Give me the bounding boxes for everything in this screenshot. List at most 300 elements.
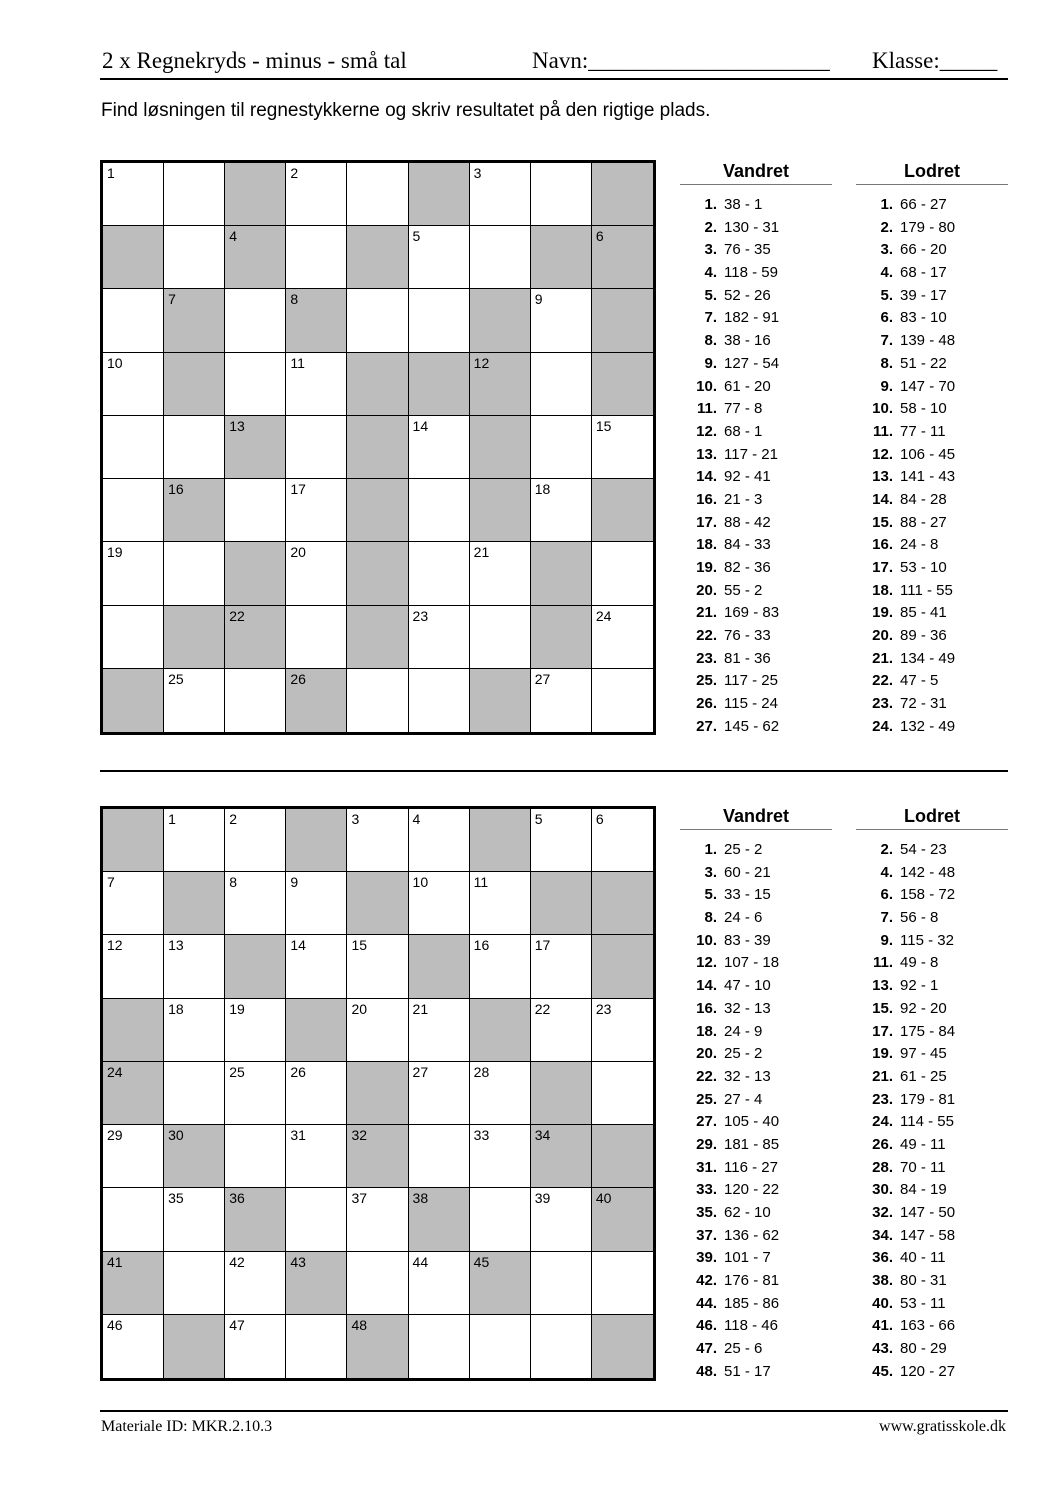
across-clue <box>680 1247 832 1270</box>
section-divider <box>100 770 1008 772</box>
answer-cell[interactable] <box>531 1315 592 1378</box>
down-clue <box>856 466 1008 489</box>
clue-expression: 24 - 6 <box>724 909 763 927</box>
answer-cell[interactable] <box>286 416 347 479</box>
clue-expression: 179 - 81 <box>900 1090 956 1108</box>
blocked-cell <box>225 1188 286 1251</box>
blocked-cell <box>286 809 347 872</box>
down-clue <box>856 1157 1008 1180</box>
cell-number: 3 <box>473 165 482 181</box>
across-clue <box>680 998 832 1021</box>
clue-number: 13. <box>872 977 893 995</box>
clue-expression: 38 - 1 <box>724 196 763 213</box>
answer-cell[interactable] <box>409 1315 470 1378</box>
answer-cell[interactable] <box>470 606 531 669</box>
clue-number: 38. <box>872 1272 893 1290</box>
clue-number: 42. <box>696 1272 717 1290</box>
cell-number: 23 <box>595 1000 612 1017</box>
across-clue <box>680 421 832 444</box>
down-clue <box>856 1179 1008 1202</box>
clue-number: 19. <box>696 559 717 576</box>
answer-cell[interactable] <box>531 479 592 542</box>
answer-cell[interactable] <box>103 542 164 605</box>
clue-expression: 120 - 27 <box>900 1362 956 1380</box>
cell-number: 32 <box>351 1127 368 1144</box>
blocked-cell <box>164 606 225 669</box>
across-clue <box>680 1111 832 1134</box>
across-clue <box>680 1225 832 1248</box>
answer-cell[interactable] <box>592 1062 653 1125</box>
clue-expression: 89 - 36 <box>900 627 947 645</box>
cell-number: 2 <box>229 811 238 827</box>
answer-cell[interactable] <box>347 1252 408 1315</box>
across-clue <box>680 1315 832 1338</box>
clue-expression: 106 - 45 <box>900 445 956 463</box>
answer-cell[interactable] <box>409 289 470 352</box>
clue-expression: 111 - 55 <box>900 581 953 599</box>
down-clue <box>856 952 1008 975</box>
clue-expression: 139 - 48 <box>900 332 956 350</box>
blocked-cell <box>531 872 592 935</box>
blocked-cell <box>470 353 531 416</box>
blocked-cell <box>592 1188 653 1251</box>
across-clue <box>680 1270 832 1293</box>
answer-cell[interactable] <box>286 1062 347 1125</box>
answer-cell[interactable] <box>470 1125 531 1188</box>
answer-cell[interactable] <box>470 1062 531 1125</box>
cell-number: 15 <box>351 937 368 954</box>
across-clue <box>680 580 832 603</box>
clue-expression: 179 - 80 <box>900 218 956 236</box>
answer-cell[interactable] <box>225 289 286 352</box>
answer-cell[interactable] <box>347 1188 408 1251</box>
answer-cell[interactable] <box>531 1252 592 1315</box>
cell-number: 1 <box>107 165 115 181</box>
website-link[interactable]: www.gratisskole.dk <box>879 1418 1006 1435</box>
answer-cell[interactable] <box>531 1188 592 1251</box>
answer-cell[interactable] <box>470 163 531 226</box>
class-field[interactable]: Klasse:_____ <box>872 48 998 73</box>
down-clue <box>856 580 1008 603</box>
answer-cell[interactable] <box>592 1252 653 1315</box>
answer-cell[interactable] <box>347 935 408 998</box>
blocked-cell <box>347 872 408 935</box>
across-clue <box>680 648 832 671</box>
clue-expression: 77 - 11 <box>900 422 946 440</box>
answer-cell[interactable] <box>103 1315 164 1378</box>
answer-cell[interactable] <box>409 669 470 732</box>
answer-cell[interactable] <box>103 606 164 669</box>
cell-number: 7 <box>168 291 176 308</box>
across-clue <box>680 862 832 885</box>
down-clues-1 <box>856 160 1008 739</box>
down-clue <box>856 1021 1008 1044</box>
across-clue <box>680 1179 832 1202</box>
answer-cell[interactable] <box>409 999 470 1062</box>
answer-cell[interactable] <box>409 226 470 289</box>
answer-cell[interactable] <box>531 809 592 872</box>
down-clue <box>856 512 1008 535</box>
clue-number: 31. <box>696 1158 717 1176</box>
cell-number: 4 <box>412 811 421 827</box>
answer-cell[interactable] <box>409 479 470 542</box>
answer-cell[interactable] <box>592 809 653 872</box>
cell-number: 11 <box>473 874 489 891</box>
answer-cell[interactable] <box>470 1315 531 1378</box>
blocked-cell <box>531 606 592 669</box>
clue-expression: 76 - 33 <box>724 627 771 645</box>
down-clue <box>856 1043 1008 1066</box>
answer-cell[interactable] <box>164 163 225 226</box>
answer-cell[interactable] <box>103 1188 164 1251</box>
cell-number: 17 <box>290 481 306 498</box>
cell-number: 29 <box>107 1127 123 1144</box>
blocked-cell <box>347 226 408 289</box>
clue-expression: 61 - 25 <box>900 1067 947 1085</box>
down-clue <box>856 194 1008 217</box>
down-clue <box>856 1293 1008 1316</box>
clue-number: 12. <box>872 445 893 463</box>
answer-cell[interactable] <box>164 1062 225 1125</box>
down-clue <box>856 217 1008 240</box>
answer-cell[interactable] <box>286 935 347 998</box>
cell-number: 16 <box>473 937 490 954</box>
blocked-cell <box>470 669 531 732</box>
blocked-cell <box>592 353 653 416</box>
blocked-cell <box>470 1252 531 1315</box>
answer-cell[interactable] <box>103 353 164 416</box>
clue-expression: 47 - 10 <box>724 977 771 995</box>
clue-number: 4. <box>880 264 893 282</box>
across-clues-1 <box>680 160 832 739</box>
clue-number: 6. <box>880 886 893 904</box>
answer-cell[interactable] <box>592 999 653 1062</box>
across-clue <box>680 1043 832 1066</box>
clue-expression: 60 - 21 <box>724 863 771 881</box>
clue-number: 24. <box>872 717 893 735</box>
clue-expression: 77 - 8 <box>724 400 763 418</box>
answer-cell[interactable] <box>286 479 347 542</box>
answer-cell[interactable] <box>286 226 347 289</box>
clue-expression: 105 - 40 <box>724 1113 780 1131</box>
clue-number: 9. <box>880 377 893 395</box>
blocked-cell <box>164 353 225 416</box>
answer-cell[interactable] <box>225 1062 286 1125</box>
clue-number: 11. <box>872 954 893 972</box>
answer-cell[interactable] <box>225 809 286 872</box>
blocked-cell <box>225 163 286 226</box>
answer-cell[interactable] <box>531 416 592 479</box>
answer-cell[interactable] <box>531 669 592 732</box>
blocked-cell <box>531 1062 592 1125</box>
blocked-cell <box>103 809 164 872</box>
across-clue <box>680 1134 832 1157</box>
cell-number: 30 <box>168 1127 184 1144</box>
answer-cell[interactable] <box>225 1125 286 1188</box>
clue-number: 46. <box>696 1317 717 1335</box>
cell-number: 20 <box>290 544 306 561</box>
answer-cell[interactable] <box>347 809 408 872</box>
cell-number: 20 <box>351 1000 368 1017</box>
clue-number: 18. <box>696 1022 717 1040</box>
blocked-cell <box>531 1125 592 1188</box>
clue-number: 4. <box>704 264 717 282</box>
across-clue <box>680 1338 832 1361</box>
cell-number: 44 <box>412 1253 429 1270</box>
answer-cell[interactable] <box>531 163 592 226</box>
across-clue <box>680 330 832 353</box>
clue-expression: 85 - 41 <box>900 604 947 622</box>
clue-expression: 141 - 43 <box>900 468 956 486</box>
clue-expression: 54 - 23 <box>900 841 947 858</box>
answer-cell[interactable] <box>470 226 531 289</box>
answer-cell[interactable] <box>470 1188 531 1251</box>
blocked-cell <box>531 226 592 289</box>
cell-number: 9 <box>290 874 299 891</box>
across-clue <box>680 376 832 399</box>
answer-cell[interactable] <box>286 163 347 226</box>
cell-number: 19 <box>229 1000 245 1017</box>
clue-expression: 39 - 17 <box>900 286 947 304</box>
clue-expression: 68 - 17 <box>900 264 947 282</box>
clue-number: 9. <box>704 354 717 372</box>
answer-cell[interactable] <box>103 935 164 998</box>
clue-number: 22. <box>696 627 717 645</box>
clue-expression: 101 - 7 <box>724 1249 771 1267</box>
answer-cell[interactable] <box>286 872 347 935</box>
blocked-cell <box>531 542 592 605</box>
clue-expression: 127 - 54 <box>724 354 780 372</box>
blocked-cell <box>409 935 470 998</box>
cell-number: 2 <box>290 165 299 181</box>
clue-number: 2. <box>880 841 893 858</box>
down-list <box>856 839 1008 1384</box>
cell-number: 18 <box>534 481 551 498</box>
answer-cell[interactable] <box>225 479 286 542</box>
across-clue <box>680 625 832 648</box>
clue-expression: 84 - 28 <box>900 490 947 508</box>
clue-number: 12. <box>696 954 717 972</box>
across-clues-2 <box>680 805 832 1384</box>
answer-cell[interactable] <box>470 935 531 998</box>
blocked-cell <box>592 226 653 289</box>
answer-cell[interactable] <box>225 1315 286 1378</box>
clue-number: 20. <box>696 581 717 599</box>
clue-number: 7. <box>880 332 893 350</box>
blocked-cell <box>103 669 164 732</box>
across-clue <box>680 262 832 285</box>
answer-cell[interactable] <box>103 1125 164 1188</box>
answer-cell[interactable] <box>286 1315 347 1378</box>
across-clue <box>680 952 832 975</box>
blocked-cell <box>164 872 225 935</box>
clue-expression: 76 - 35 <box>724 241 771 259</box>
clue-expression: 32 - 13 <box>724 999 771 1017</box>
down-clue <box>856 716 1008 739</box>
cell-number: 11 <box>290 354 305 371</box>
answer-cell[interactable] <box>409 1062 470 1125</box>
answer-cell[interactable] <box>164 542 225 605</box>
across-clue <box>680 489 832 512</box>
cell-number: 10 <box>412 874 429 891</box>
blocked-cell <box>103 999 164 1062</box>
answer-cell[interactable] <box>592 606 653 669</box>
answer-cell[interactable] <box>409 1252 470 1315</box>
answer-cell[interactable] <box>409 416 470 479</box>
blocked-cell <box>103 226 164 289</box>
clue-number: 1. <box>704 196 717 213</box>
clue-expression: 66 - 20 <box>900 241 947 259</box>
clue-expression: 83 - 39 <box>724 931 771 949</box>
clue-number: 23. <box>872 1090 893 1108</box>
blocked-cell <box>470 999 531 1062</box>
answer-cell[interactable] <box>103 163 164 226</box>
clue-expression: 84 - 19 <box>900 1181 947 1199</box>
clue-number: 21. <box>696 604 717 622</box>
answer-cell[interactable] <box>286 353 347 416</box>
cell-number: 14 <box>412 417 429 434</box>
clue-expression: 33 - 15 <box>724 886 771 904</box>
clue-expression: 158 - 72 <box>900 886 956 904</box>
clue-number: 1. <box>704 841 717 858</box>
answer-cell[interactable] <box>531 999 592 1062</box>
clue-expression: 130 - 31 <box>724 218 780 236</box>
answer-cell[interactable] <box>225 1252 286 1315</box>
across-clue <box>680 1202 832 1225</box>
answer-cell[interactable] <box>164 226 225 289</box>
answer-cell[interactable] <box>103 479 164 542</box>
clue-expression: 55 - 2 <box>724 581 763 599</box>
blocked-cell <box>592 1125 653 1188</box>
answer-cell[interactable] <box>347 669 408 732</box>
clue-expression: 92 - 41 <box>724 468 771 486</box>
answer-cell[interactable] <box>531 935 592 998</box>
clue-expression: 49 - 8 <box>900 954 939 972</box>
answer-cell[interactable] <box>592 669 653 732</box>
down-clue <box>856 839 1008 862</box>
clue-number: 25. <box>696 1090 717 1108</box>
down-clue <box>856 1066 1008 1089</box>
across-clue <box>680 1089 832 1112</box>
answer-cell[interactable] <box>164 669 225 732</box>
blocked-cell <box>347 1062 408 1125</box>
answer-cell[interactable] <box>347 163 408 226</box>
clue-expression: 117 - 25 <box>724 672 778 690</box>
answer-cell[interactable] <box>531 289 592 352</box>
blocked-cell <box>347 1315 408 1378</box>
cell-number: 8 <box>229 874 238 891</box>
answer-cell[interactable] <box>164 1252 225 1315</box>
answer-cell[interactable] <box>409 606 470 669</box>
across-list <box>680 839 832 1384</box>
blocked-cell <box>409 353 470 416</box>
clue-expression: 49 - 11 <box>900 1135 946 1153</box>
answer-cell[interactable] <box>409 542 470 605</box>
down-clue <box>856 307 1008 330</box>
answer-cell[interactable] <box>347 289 408 352</box>
clue-expression: 82 - 36 <box>724 559 771 576</box>
across-clue <box>680 444 832 467</box>
down-clue <box>856 534 1008 557</box>
across-clue <box>680 217 832 240</box>
clue-number: 40. <box>872 1294 893 1312</box>
clue-expression: 84 - 33 <box>724 536 771 554</box>
answer-cell[interactable] <box>103 416 164 479</box>
answer-cell[interactable] <box>409 1125 470 1188</box>
cell-number: 31 <box>290 1127 306 1144</box>
blocked-cell <box>286 1252 347 1315</box>
cell-number: 27 <box>412 1063 429 1080</box>
clue-number: 20. <box>872 627 893 645</box>
cell-number: 1 <box>168 811 176 827</box>
cell-number: 48 <box>351 1316 368 1333</box>
clue-number: 43. <box>872 1340 893 1358</box>
answer-cell[interactable] <box>103 872 164 935</box>
cell-number: 5 <box>412 228 421 245</box>
answer-cell[interactable] <box>592 542 653 605</box>
answer-cell[interactable] <box>286 1188 347 1251</box>
clue-expression: 24 - 8 <box>900 536 939 554</box>
across-clue <box>680 512 832 535</box>
answer-cell[interactable] <box>286 606 347 669</box>
clue-expression: 163 - 66 <box>900 1317 956 1335</box>
across-clue <box>680 285 832 308</box>
answer-cell[interactable] <box>531 353 592 416</box>
answer-cell[interactable] <box>409 872 470 935</box>
across-heading: Vandret <box>680 160 832 185</box>
answer-cell[interactable] <box>164 809 225 872</box>
across-clue <box>680 884 832 907</box>
across-clue <box>680 839 832 862</box>
cell-number: 6 <box>595 811 604 827</box>
blocked-cell <box>592 479 653 542</box>
answer-cell[interactable] <box>225 669 286 732</box>
answer-cell[interactable] <box>592 416 653 479</box>
clue-number: 3. <box>880 241 893 259</box>
answer-cell[interactable] <box>470 542 531 605</box>
answer-cell[interactable] <box>164 1188 225 1251</box>
cell-number: 34 <box>534 1127 551 1144</box>
answer-cell[interactable] <box>225 999 286 1062</box>
blocked-cell <box>470 809 531 872</box>
down-clue <box>856 884 1008 907</box>
answer-cell[interactable] <box>164 416 225 479</box>
name-field[interactable]: Navn:_____________________ <box>532 48 830 73</box>
answer-cell[interactable] <box>164 935 225 998</box>
answer-cell[interactable] <box>347 999 408 1062</box>
cell-number: 6 <box>595 228 604 245</box>
answer-cell[interactable] <box>103 289 164 352</box>
down-heading: Lodret <box>856 805 1008 830</box>
answer-cell[interactable] <box>286 542 347 605</box>
answer-cell[interactable] <box>164 999 225 1062</box>
answer-cell[interactable] <box>286 1125 347 1188</box>
down-clue <box>856 907 1008 930</box>
cell-number: 27 <box>534 670 551 687</box>
across-clue <box>680 975 832 998</box>
answer-cell[interactable] <box>225 872 286 935</box>
answer-cell[interactable] <box>225 353 286 416</box>
answer-cell[interactable] <box>470 872 531 935</box>
clue-expression: 25 - 2 <box>724 1045 763 1063</box>
answer-cell[interactable] <box>409 809 470 872</box>
blocked-cell <box>347 1125 408 1188</box>
across-clue <box>680 1021 832 1044</box>
clue-number: 41. <box>872 1317 893 1335</box>
across-clue <box>680 239 832 262</box>
clue-number: 1. <box>880 196 893 213</box>
clue-expression: 51 - 17 <box>724 1362 771 1380</box>
